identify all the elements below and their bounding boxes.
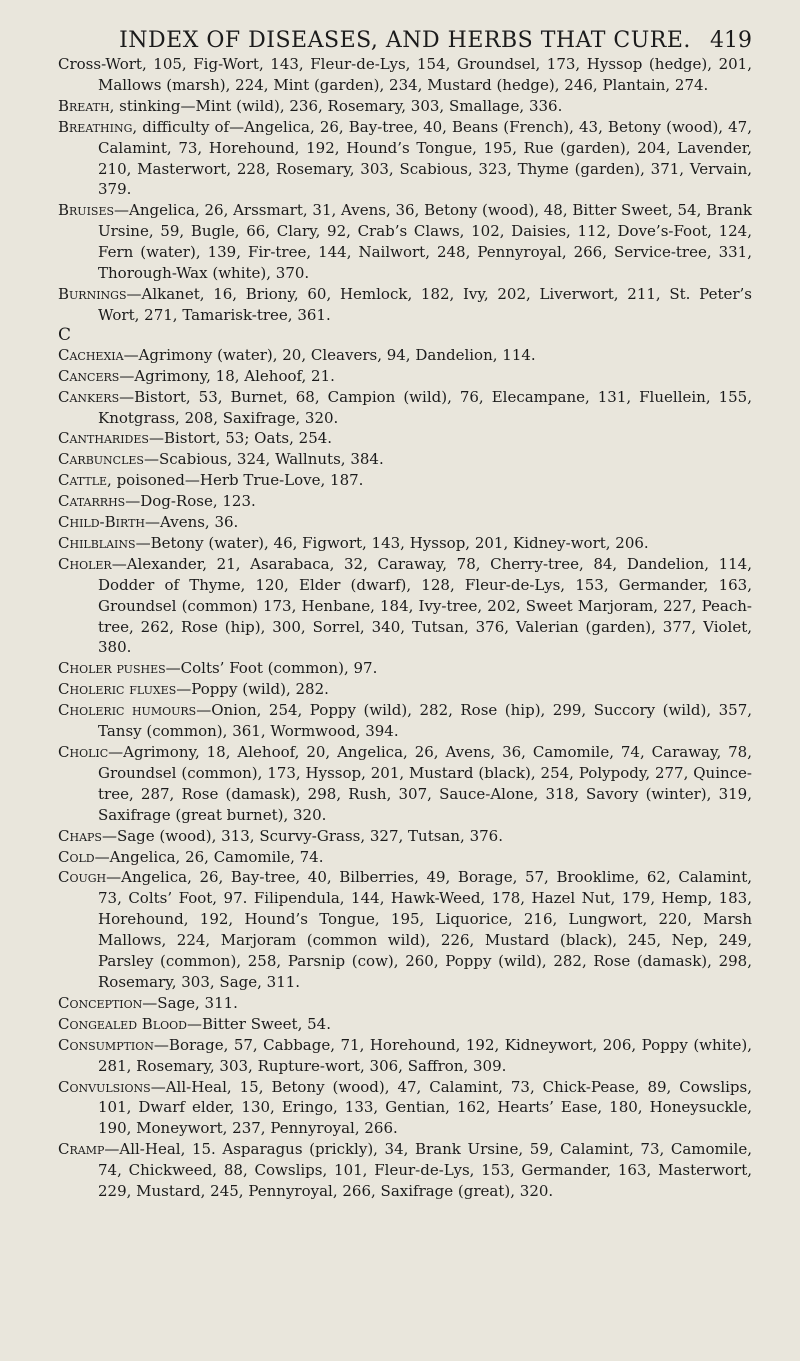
index-entry: Cantharides—Bistort, 53; Oats, 254. (58, 429, 333, 448)
index-entry: Breath, stinking—Mint (wild), 236, Rosemary, 303, Smallage, 336. (58, 96, 563, 115)
index-entry: Catarrhs—Dog-Rose, 123. (58, 492, 256, 511)
section-letter: C (58, 324, 72, 345)
index-entry: Cankers—Bistort, 53, Burnet, 68, Campion (wild), 76, Elecampane, 131, Fluellein, 155, Knotgrass, 208, Saxifrage, 320. (58, 387, 752, 427)
index-entry: Choleric fluxes—Poppy (wild), 282. (58, 680, 329, 699)
index-entry: Chilblains—Betony (water), 46, Figwort, 143, Hyssop, 201, Kidney-wort, 206. (58, 533, 649, 552)
index-entry: Cough—Angelica, 26, Bay-tree, 40, Bilberries, 49, Borage, 57, Brooklime, 62, Calamint, 73, Colts’ Foot, 97. Filipendula, 144, Hawk-Weed, 178, Hazel Nut, 179, Hemp, 183, Horehound, 192, Hound’s Tongue, 195, Liquorice, 216, Lungwort, 220, Marsh Mallows, 224, Marjoram (common wild), 226, Mustard (black), 245, Nep, 249, Parsley (common), 258, Parsnip (cow), 260, Poppy (wild), 282, Rose (damask), 298, Rosemary, 303, Sage, 311. (58, 868, 752, 991)
index-entry: Cramp—All-Heal, 15. Asparagus (prickly), 34, Brank Ursine, 59, Calamint, 73, Camomile, 74, Chickweed, 88, Cowslips, 101, Fleur-de-Lys, 153, Germander, 163, Masterwort, 229, Mustard, 245, Pennyroyal, 266, Saxifrage (great), 320. (58, 1140, 752, 1201)
index-entry: Choler—Alexander, 21, Asarabaca, 32, Caraway, 78, Cherry-tree, 84, Dandelion, 114, Dodder of Thyme, 120, Elder (dwarf), 128, Fleur-de-Lys, 153, Germander, 163, Groundsel (common) 173, Henbane, 184, Ivy-tree, 202, Sweet Marjoram, 227, Peach-tree, 262, Rose (hip), 300, Sorrel, 340, Tutsan, 376, Valerian (garden), 377, Violet, 380. (58, 554, 752, 657)
index-entry: Carbuncles—Scabious, 324, Wallnuts, 384. (58, 450, 384, 469)
index-entry: Congealed Blood—Bitter Sweet, 54. (58, 1014, 331, 1033)
index-entry: Convulsions—All-Heal, 15, Betony (wood), 47, Calamint, 73, Chick-Pease, 89, Cowslips, 101, Dwarf elder, 130, Eringo, 133, Gentian, 162, Hearts’ Ease, 180, Honeysuckle, 190, Moneywort, 237, Pennyroyal, 266. (58, 1077, 752, 1138)
page-number: 419 (710, 28, 752, 53)
page-title: INDEX OF DISEASES, AND HERBS THAT CURE. (119, 28, 691, 53)
index-entry: Bruises—Angelica, 26, Arssmart, 31, Avens, 36, Betony (wood), 48, Bitter Sweet, 54, Brank Ursine, 59, Bugle, 66, Clary, 92, Crab’s Claws, 102, Daisies, 112, Dove’s-Foot, 124, Fern (water), 139, Fir-tree, 144, Nailwort, 248, Pennyroyal, 266, Service-tree, 331, Thorough-Wax (white), 370. (58, 201, 752, 283)
index-entry: Cross-Wort, 105, Fig-Wort, 143, Fleur-de-Lys, 154, Groundsel, 173, Hyssop (hedge), 201, Mallows (marsh), 224, Mint (garden), 234, Mustard (hedge), 246, Plantain, 274. (58, 55, 752, 94)
index-entries (58, 54, 752, 1202)
index-entry: Choleric humours—Onion, 254, Poppy (wild), 282, Rose (hip), 299, Succory (wild), 357, Tansy (common), 361, Wormwood, 394. (58, 701, 753, 741)
index-entry: Conception—Sage, 311. (58, 993, 238, 1012)
index-entry: Cholic—Agrimony, 18, Alehoof, 20, Angelica, 26, Avens, 36, Camomile, 74, Caraway, 78, Groundsel (common), 173, Hyssop, 201, Mustard (black), 254, Polypody, 277, Quince-tree, 287, Rose (damask), 298, Rush, 307, Sauce-Alone, 318, Savory (winter), 319, Saxifrage (great burnet), 320. (58, 743, 752, 824)
index-entry: Breathing, difficulty of—Angelica, 26, Bay-tree, 40, Beans (French), 43, Betony (wood), 47, Calamint, 73, Horehound, 192, Hound’s Tongue, 195, Rue (garden), 204, Lavender, 210, Masterwort, 228, Rosemary, 303, Scabious, 323, Thyme (garden), 371, Vervain, 379. (58, 117, 752, 199)
index-entry: Chaps—Sage (wood), 313, Scurvy-Grass, 327, Tutsan, 376. (58, 826, 503, 845)
index-entry: Cattle, poisoned—Herb True-Love, 187. (58, 471, 364, 490)
page-header (58, 10, 752, 54)
index-entry: Choler pushes—Colts’ Foot (common), 97. (58, 659, 378, 678)
index-entry: Cancers—Agrimony, 18, Alehoof, 21. (58, 366, 335, 385)
index-entry: Consumption—Borage, 57, Cabbage, 71, Horehound, 192, Kidneywort, 206, Poppy (white), 281, Rosemary, 303, Rupture-wort, 306, Saffron, 309. (58, 1035, 752, 1075)
index-entry: Burnings—Alkanet, 16, Briony, 60, Hemlock, 182, Ivy, 202, Liverwort, 211, St. Peter’s Wort, 271, Tamarisk-tree, 361. (58, 284, 752, 324)
index-entry: Child-Birth—Avens, 36. (58, 513, 239, 532)
index-entry: Cachexia—Agrimony (water), 20, Cleavers, 94, Dandelion, 114. (58, 345, 536, 364)
index-entry: Cold—Angelica, 26, Camomile, 74. (58, 847, 324, 866)
